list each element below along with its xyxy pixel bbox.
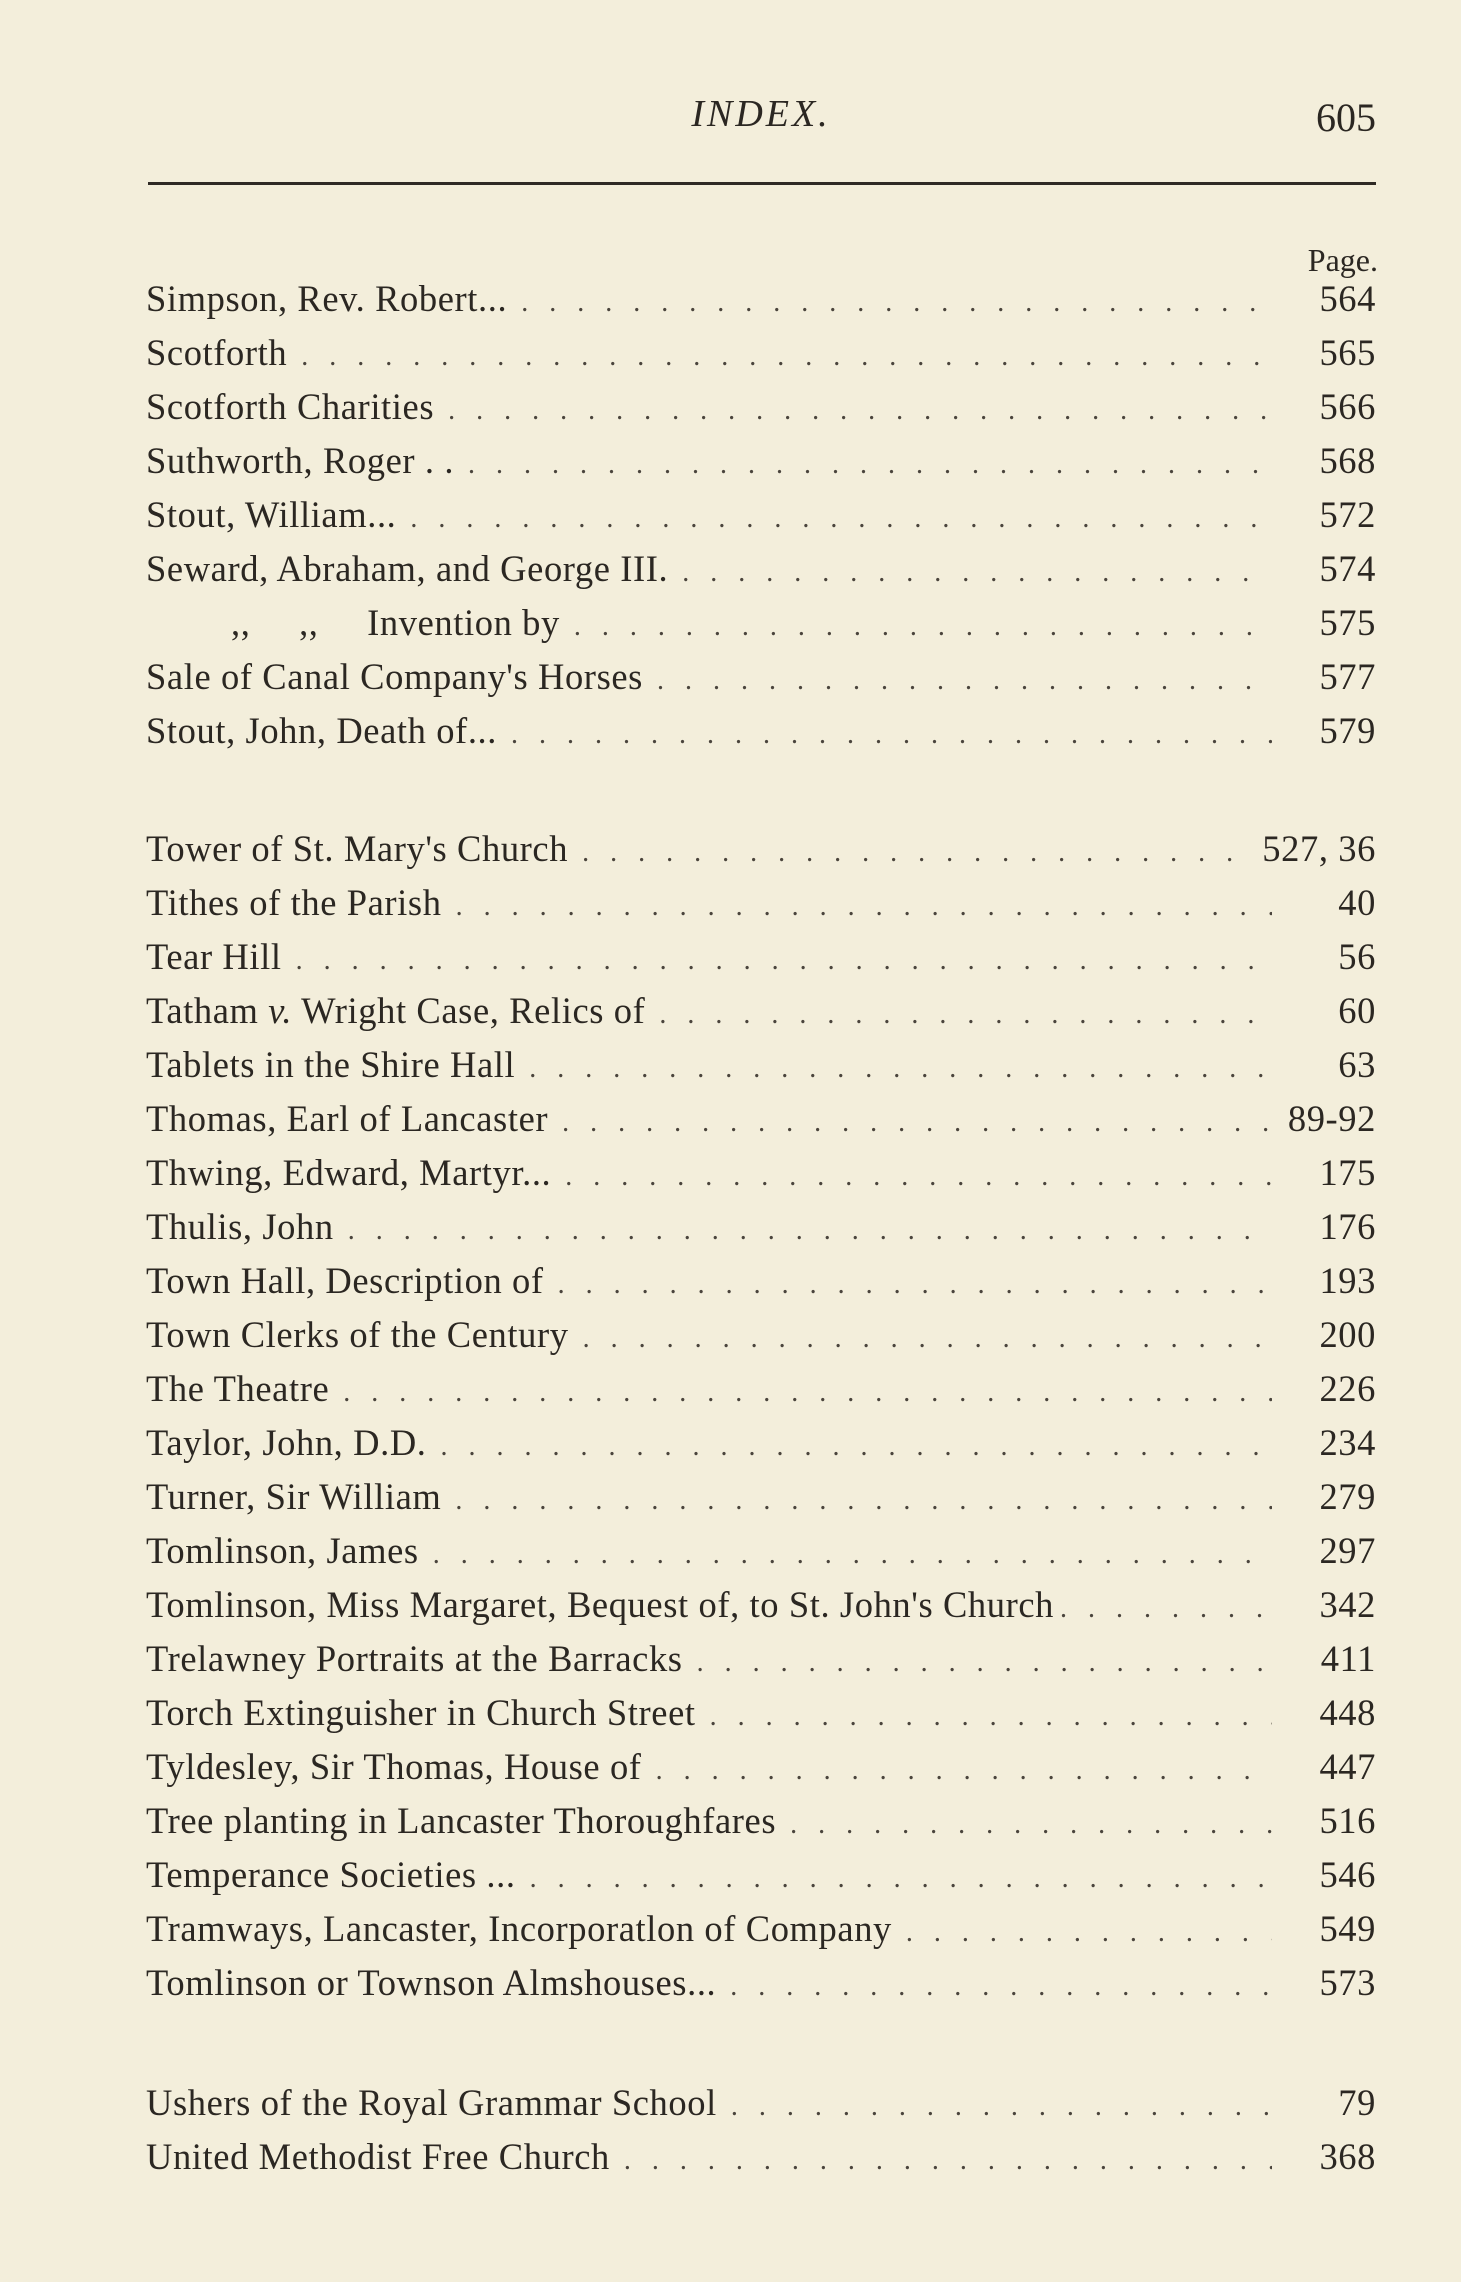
entry-page: 575 [1319, 602, 1376, 643]
index-entry [146, 1151, 1376, 1205]
index-entry [146, 331, 1376, 385]
versus-italic: v. [268, 990, 293, 1031]
page-column-heading: Page. [1307, 242, 1378, 278]
section-gap [146, 2015, 1376, 2081]
entry-page: 564 [1319, 278, 1376, 319]
dot-leader [583, 1323, 1272, 1355]
index-entry [146, 1745, 1376, 1799]
entry-label: Sale of Canal Company's Horses [146, 656, 643, 697]
index-entry [146, 1313, 1376, 1367]
header-rule [148, 182, 1376, 185]
index-entry [146, 1907, 1376, 1961]
index-entry [146, 655, 1376, 709]
index-entry [146, 1043, 1376, 1097]
index-entry [146, 2081, 1376, 2135]
index-entry [146, 1799, 1376, 1853]
index-entry [146, 385, 1376, 439]
index-entry [146, 827, 1376, 881]
entry-label: Turner, Sir William [146, 1476, 442, 1517]
entry-page: 89-92 [1287, 1098, 1376, 1139]
entry-label: The Theatre [146, 1368, 330, 1409]
entry-page: 411 [1320, 1638, 1376, 1679]
entry-page: 527, 36 [1262, 828, 1376, 869]
entry-label: Scotforth [146, 332, 288, 373]
index-entry [146, 1853, 1376, 1907]
entry-page: 573 [1319, 1962, 1376, 2003]
entry-page: 200 [1319, 1314, 1376, 1355]
entry-label: Simpson, Rev. Robert... [146, 278, 508, 319]
entry-page: 549 [1319, 1908, 1376, 1949]
entry-label: Tablets in the Shire Hall [146, 1044, 516, 1085]
dot-leader [468, 449, 1272, 481]
entry-label: Tomlinson or Townson Almshouses... [146, 1962, 717, 2003]
entry-page: 574 [1319, 548, 1376, 589]
dot-leader [511, 719, 1272, 751]
entry-page: 368 [1319, 2136, 1376, 2177]
entry-page: 40 [1338, 882, 1376, 923]
index-entry [146, 881, 1376, 935]
running-title: INDEX. [691, 93, 831, 135]
dot-leader [659, 999, 1272, 1031]
index-entry [146, 1205, 1376, 1259]
dot-leader [710, 1701, 1272, 1733]
dot-leader [906, 1917, 1272, 1949]
entry-label: Tomlinson, Miss Margaret, Bequest of, to St. John's Church [146, 1584, 1055, 1625]
entry-page: 176 [1319, 1206, 1376, 1247]
entry-page: 342 [1319, 1584, 1376, 1625]
entry-label: Thomas, Earl of Lancaster [146, 1098, 549, 1139]
entry-page: 279 [1319, 1476, 1376, 1517]
entry-page: 60 [1338, 990, 1376, 1031]
dot-leader [343, 1377, 1272, 1409]
entry-page: 63 [1338, 1044, 1376, 1085]
dot-leader [657, 665, 1272, 697]
index-entry [146, 1475, 1376, 1529]
entry-label: United Methodist Free Church [146, 2136, 610, 2177]
entry-label: Taylor, John, D.D. [146, 1422, 427, 1463]
entry-label: Tramways, Lancaster, Incorporatlon of Company [146, 1908, 892, 1949]
entry-page: 579 [1319, 710, 1376, 751]
entry-label: Torch Extinguisher in Church Street [146, 1692, 696, 1733]
entry-label: Temperance Societies ... [146, 1854, 516, 1895]
entry-label: ,, ,, Invention by [231, 602, 560, 643]
dot-leader [682, 557, 1272, 589]
index-entry [146, 493, 1376, 547]
dot-leader [348, 1215, 1272, 1247]
index-entry [146, 1961, 1376, 2015]
entry-page: 79 [1338, 2082, 1376, 2123]
entry-label: Trelawney Portraits at the Barracks [146, 1638, 683, 1679]
entry-page: 572 [1319, 494, 1376, 535]
entry-label: Tower of St. Mary's Church [146, 828, 569, 869]
index-entry [146, 709, 1376, 763]
entry-page: 565 [1319, 332, 1376, 373]
index-entry [146, 439, 1376, 493]
entry-label: Tatham v. Wright Case, Relics of [146, 990, 646, 1031]
entry-label: Tyldesley, Sir Thomas, House of [146, 1746, 642, 1787]
dot-leader [730, 1971, 1272, 2003]
entry-label: Suthworth, Roger . . [146, 440, 455, 481]
entry-label: Tree planting in Lancaster Thoroughfares [146, 1800, 777, 1841]
dot-leader [296, 945, 1272, 977]
page-number: 605 [1316, 95, 1376, 140]
index-entry [146, 601, 1376, 655]
index-entry [146, 547, 1376, 601]
index-entry [146, 1637, 1376, 1691]
index-entry [146, 1583, 1376, 1637]
section-gap [146, 763, 1376, 827]
index-entry [146, 1259, 1376, 1313]
dot-leader [448, 395, 1272, 427]
index-entry [146, 1367, 1376, 1421]
dot-leader [530, 1863, 1272, 1895]
dot-leader [410, 503, 1272, 535]
index-entry [146, 2135, 1376, 2189]
index-entry [146, 1691, 1376, 1745]
entry-label: Stout, William... [146, 494, 397, 535]
entry-page: 448 [1319, 1692, 1376, 1733]
entry-label: Town Hall, Description of [146, 1260, 544, 1301]
entry-page: 175 [1319, 1152, 1376, 1193]
dot-leader [301, 341, 1272, 373]
entry-label: Thulis, John [146, 1206, 334, 1247]
entry-label: Thwing, Edward, Martyr... [146, 1152, 552, 1193]
dot-leader [441, 1431, 1272, 1463]
entry-page: 568 [1319, 440, 1376, 481]
entry-page: 566 [1319, 386, 1376, 427]
entry-label: Seward, Abraham, and George III. [146, 548, 669, 589]
entry-label: Tomlinson, James [146, 1530, 419, 1571]
dot-leader [565, 1161, 1272, 1193]
index-entry [146, 277, 1376, 331]
dot-leader [790, 1809, 1272, 1841]
dot-leader [433, 1539, 1272, 1571]
entry-label: Scotforth Charities [146, 386, 435, 427]
entry-label: Ushers of the Royal Grammar School [146, 2082, 717, 2123]
index-entry [146, 1097, 1376, 1151]
entry-page: 56 [1338, 936, 1376, 977]
entry-page: 516 [1319, 1800, 1376, 1841]
dot-leader [1060, 1593, 1280, 1625]
dot-leader [558, 1269, 1272, 1301]
entry-page: 297 [1319, 1530, 1376, 1571]
dot-leader [656, 1755, 1272, 1787]
dot-leader [562, 1107, 1272, 1139]
entry-label: Town Clerks of the Century [146, 1314, 569, 1355]
entry-label: Stout, John, Death of... [146, 710, 497, 751]
index-entry [146, 989, 1376, 1043]
dot-leader [731, 2091, 1272, 2123]
entry-page: 193 [1319, 1260, 1376, 1301]
dot-leader [529, 1053, 1272, 1085]
dot-leader [456, 891, 1272, 923]
entry-page: 577 [1319, 656, 1376, 697]
entry-page: 447 [1319, 1746, 1376, 1787]
dot-leader [521, 287, 1272, 319]
entry-label: Tithes of the Parish [146, 882, 442, 923]
dot-leader [455, 1485, 1272, 1517]
entry-page: 546 [1319, 1854, 1376, 1895]
running-head [146, 86, 1376, 146]
dot-leader [697, 1647, 1272, 1679]
dot-leader [624, 2145, 1272, 2177]
entry-page: 226 [1319, 1368, 1376, 1409]
index-entry [146, 1529, 1376, 1583]
index-entry [146, 935, 1376, 989]
index-entry [146, 1421, 1376, 1475]
index-entries [146, 277, 1376, 2189]
dot-leader [574, 611, 1272, 643]
dot-leader [582, 837, 1248, 869]
entry-label: Tear Hill [146, 936, 282, 977]
entry-page: 234 [1319, 1422, 1376, 1463]
